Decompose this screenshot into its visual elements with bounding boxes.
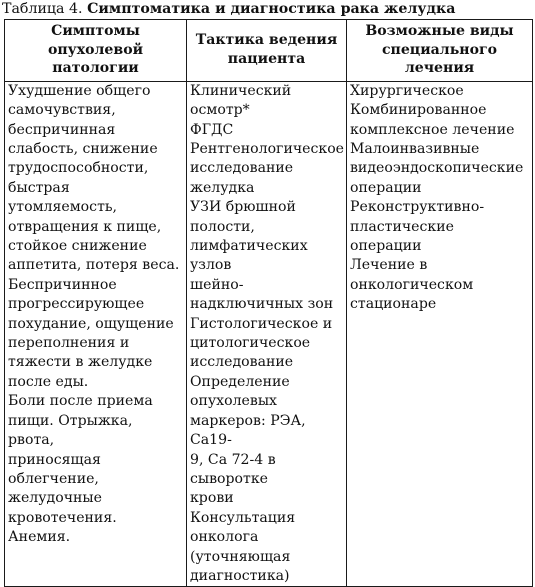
text-line: Гистологическое и (190, 315, 333, 332)
text-line: комплексное лечение (350, 121, 515, 138)
text-line: Малоинвазивные (350, 141, 480, 157)
cell-tactics (187, 81, 347, 587)
caption-title: Симптоматика и диагностика рака желудка (87, 1, 456, 17)
text-line: приносящая (8, 451, 101, 468)
text-line: пищи. Отрыжка, рвота, (8, 412, 133, 449)
header-line: специального (381, 41, 498, 58)
body-row (5, 81, 533, 587)
header-symptoms (5, 20, 187, 82)
text-line: опухолевых (190, 393, 277, 410)
text-line: Ухудшение общего (8, 82, 151, 99)
text-line: Консультация (190, 509, 296, 526)
text-line: исследование (190, 160, 294, 177)
text-line: видеоэндоскопические (350, 160, 524, 177)
text-line: Хирургическое (350, 82, 464, 99)
header-line: опухолевой (47, 41, 144, 58)
symptoms-diagnostics-table (4, 19, 533, 587)
header-treatment (347, 20, 533, 82)
caption-prefix: Таблица 4. (2, 1, 88, 17)
text-line: прогрессирующее (8, 296, 145, 313)
text-line: цитологическое (190, 335, 311, 352)
text-line: полости, (190, 218, 255, 235)
text-line: похудание, ощущение (8, 315, 174, 332)
text-line: Боли после приема (8, 393, 153, 410)
text-line: облегчение, (8, 470, 99, 487)
text-line: кровотечения. Анемия. (8, 509, 117, 546)
text-line: Рентгенологическое (190, 141, 345, 157)
text-line: маркеров: РЭА, Са19- (190, 412, 306, 449)
text-line: быстрая утомляемость, (8, 179, 118, 216)
header-line: патологии (52, 60, 139, 77)
text-line: желудка (190, 179, 255, 196)
text-line: надключичных зон (190, 296, 334, 313)
text-line: Комбинированное (350, 102, 487, 119)
header-line: пациента (227, 50, 306, 67)
text-line: самочувствия, (8, 102, 116, 119)
text-line: диагностика) (190, 567, 290, 584)
text-line: (уточняющая (190, 548, 291, 565)
text-line: стационаре (350, 296, 437, 313)
text-line: слабость, снижение (8, 141, 158, 157)
text-line: 9, Са 72-4 в сыворотке (190, 451, 276, 487)
text-line: Беспричинное (8, 276, 117, 293)
header-line: Возможные виды (365, 23, 514, 39)
text-line: переполнения и (8, 335, 130, 352)
text-line: Клинический осмотр* (190, 82, 292, 119)
text-line: беспричинная (8, 121, 116, 138)
header-row (5, 20, 533, 82)
text-line: онколога (190, 529, 259, 546)
text-line: пластические операции (350, 218, 454, 255)
text-line: тяжести в желудке (8, 354, 153, 371)
header-line: Тактика ведения (195, 32, 338, 49)
text-line: аппетита, потеря веса. (8, 257, 180, 274)
text-line: Реконструктивно- (350, 199, 485, 216)
text-line: операции (350, 179, 422, 196)
header-tactics (187, 20, 347, 82)
text-line: Лечение в (350, 257, 428, 274)
text-line: онкологическом (350, 276, 474, 293)
table-caption (2, 0, 455, 18)
header-line: Симптомы (51, 23, 140, 39)
text-line: желудочные (8, 490, 102, 507)
header-line: лечения (404, 60, 475, 77)
text-line: ФГДС (190, 121, 234, 138)
text-line: стойкое снижение (8, 238, 147, 255)
text-line: Определение (190, 373, 290, 390)
text-line: после еды. (8, 373, 89, 390)
text-line: УЗИ брюшной (190, 199, 296, 216)
text-line: шейно- (190, 276, 244, 293)
text-line: лимфатических узлов (190, 238, 308, 274)
text-line: исследование (190, 354, 294, 371)
text-line: трудоспособности, (8, 160, 149, 177)
cell-symptoms (5, 81, 187, 587)
cell-treatment (347, 81, 533, 587)
text-line: отвращения к пище, (8, 218, 162, 235)
text-line: крови (190, 490, 234, 507)
